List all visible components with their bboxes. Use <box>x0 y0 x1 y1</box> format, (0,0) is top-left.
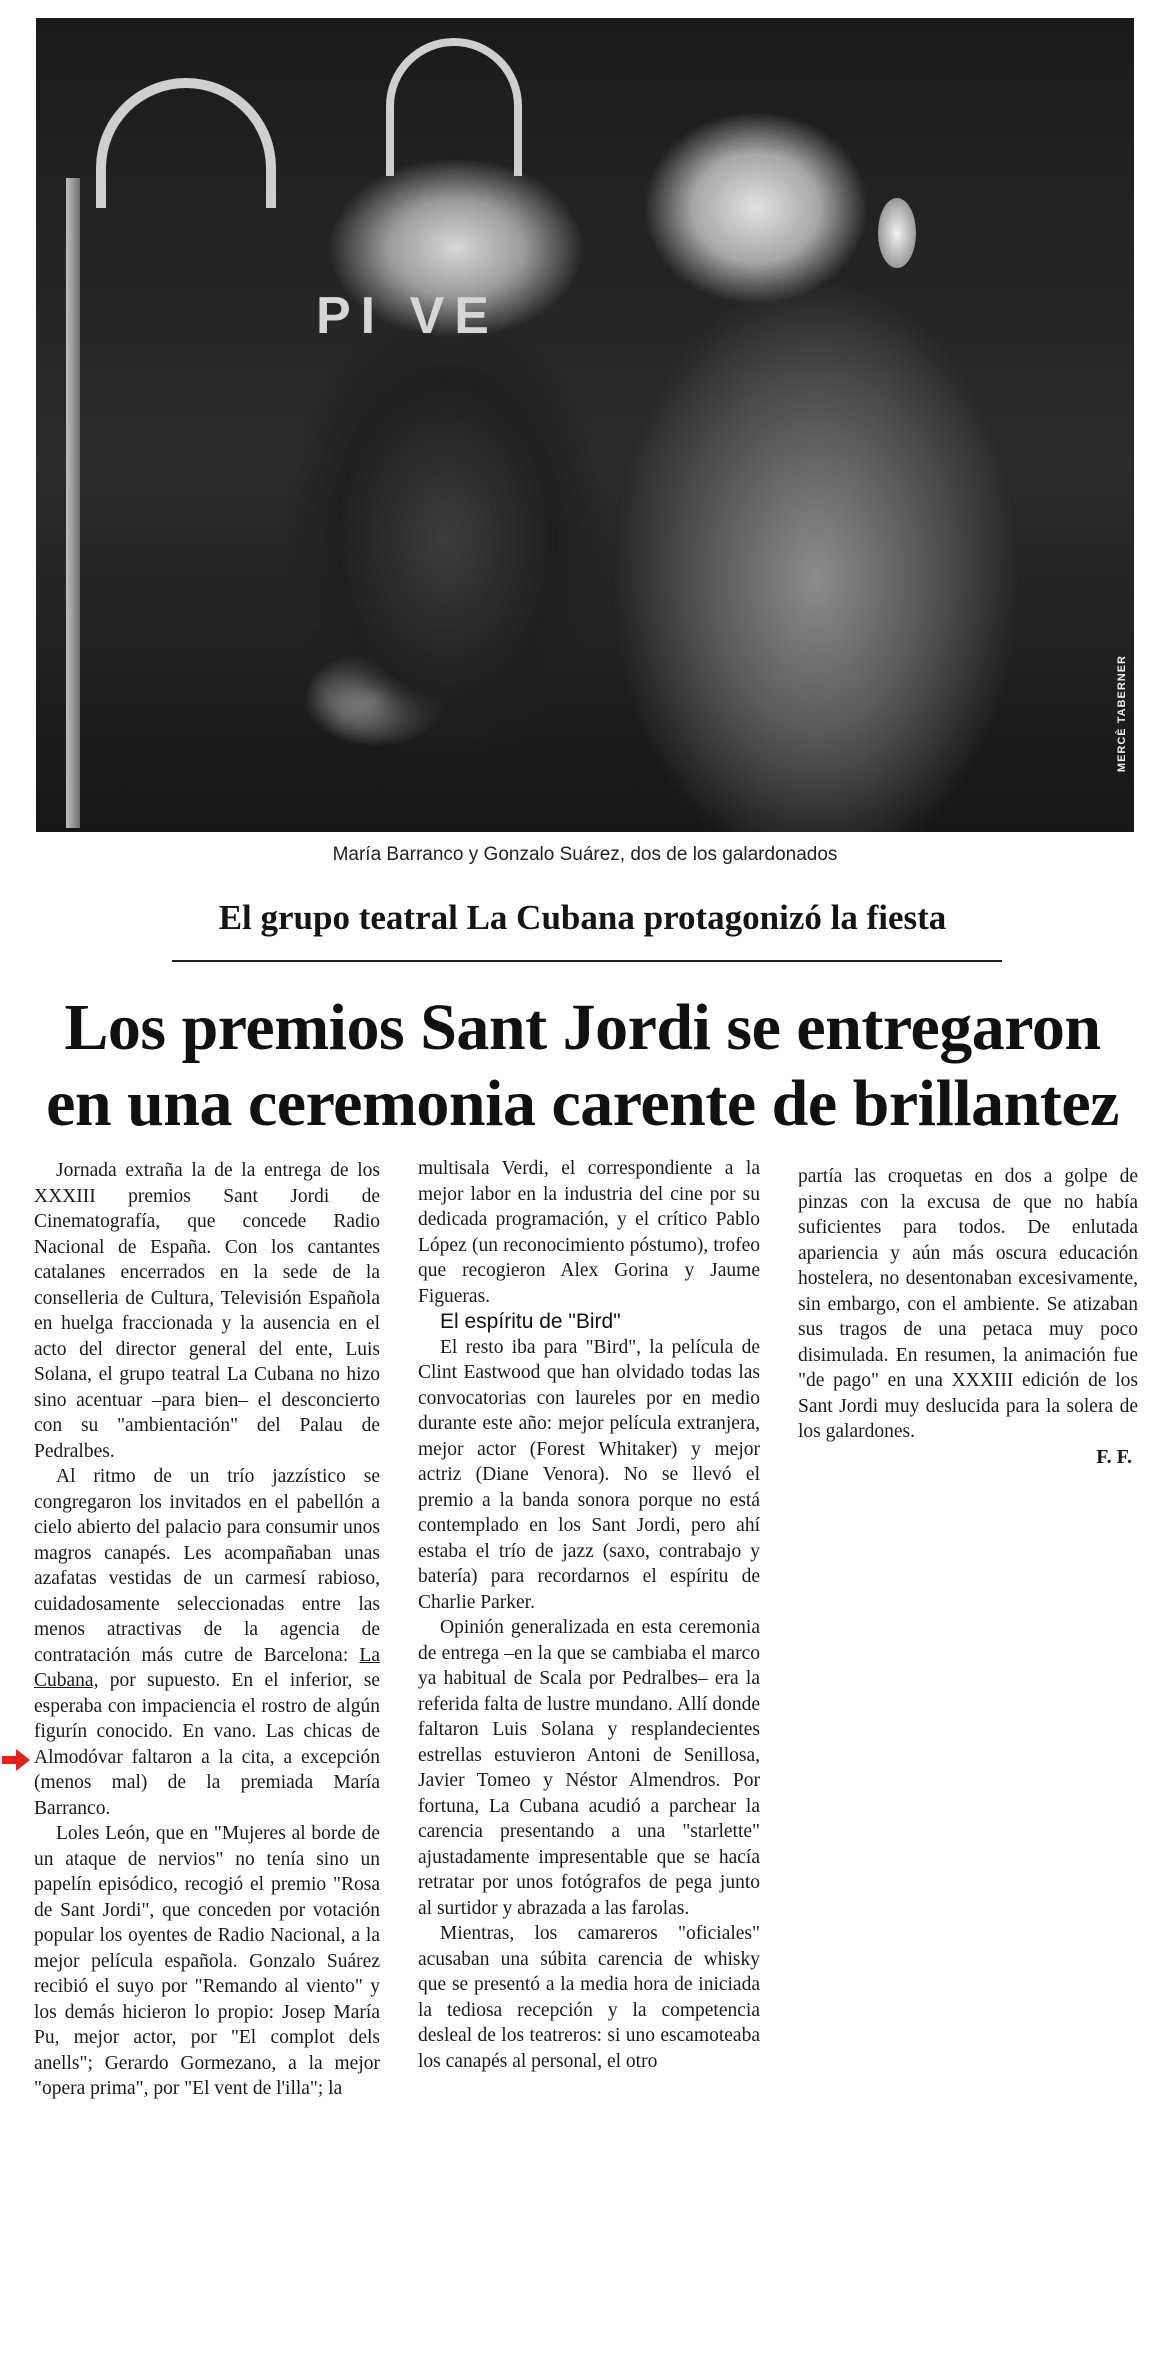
photo-arch-left <box>96 78 276 208</box>
paragraph: Loles León, que en "Mujeres al borde de un ataque de nervios" no tenía sino un papelín episódico, recogió el premio "Rosa de Sant Jordi", que conceden por votación popular los oyentes de Radio Nacional, a la mejor película española. Gonzalo Suárez recibió el suyo por "Remando al viento" y los demás hicieron lo propio: Josep María Pu, mejor actor, por "El complot dels anells"; Gerardo Gormezano, a la mejor "opera prima", por "El vent de l'illa"; la <box>34 1823 380 2099</box>
kicker-headline: El grupo teatral La Cubana protagonizó la fiesta <box>218 898 947 937</box>
paragraph: El resto iba para "Bird", la película de Clint Eastwood que han olvidado todas las convocatorias con laureles por en medio durante este año: mejor película extranjera, mejor actor (Forest Whitaker) y mejor actriz (Diane Venora). No se llevó el premio a la banda sonora porque no está contemplado en los Sant Jordi, pero ahí estaba el trío de jazz (saxo, contrabajo y batería) para recordarnos el espíritu de Charlie Parker. <box>418 1336 760 1613</box>
photo-arch-center <box>386 38 522 176</box>
author-signature: F. F. <box>1096 1445 1132 1468</box>
la-cubana-underlined: La Cubana, <box>34 1644 380 1691</box>
headline-line-1: Los premios Sant Jordi se entregaron <box>64 991 1101 1064</box>
paragraph: Jornada extraña la de la entrega de los XXXIII premios Sant Jordi de Cinematografía, que concede Radio Nacional de España. Con los cantantes catalanes encerrados en la sede de la conselleria de Cultura, Televisión Española en huelga fraccionada y la ausencia en el acto del director general del ente, Luis Solana, el grupo teatral La Cubana no hizo sino acentuar –para bien– el desconcierto con su "ambientación" del Palau de Pedralbes. <box>34 1160 380 1462</box>
paragraph: Mientras, los camareros "oficiales" acusaban una súbita carencia de whisky que se presentó a la media hora de iniciada la tediosa recepción y la competencia desleal de los teatreros: si uno escamoteaba los canapés al personal, el otro <box>418 1923 760 2072</box>
news-photograph <box>36 18 1134 832</box>
paragraph-text: por supuesto. En el inferior, se esperaba con impaciencia el rostro de algún figurín conocido. En vano. Las chicas de Almodóvar faltaron a la cita, a excepción (menos mal) de la premiada María Barranco. <box>34 1670 380 1819</box>
photo-background-sign: PI VE <box>316 287 499 345</box>
main-headline <box>0 990 1165 1142</box>
paragraph: Opinión generalizada en esta ceremonia de entrega –en la que se cambiaba el marco ya habitual de Scala por Pedralbes– era la referida falta de lustre mundano. Allí donde faltaron Luis Solana y resplandecientes estrellas estuvieron Antoni de Senillosa, Javier Tomeo y Néstor Almendros. Por fortuna, La Cubana acudió a parchear la carencia presentando a una "starlette" ajustadamente impresentable que se hacía retratar por unos fotógrafos de pega junto al surtidor y abrazada a las farolas. <box>418 1617 760 1919</box>
photo-caption: María Barranco y Gonzalo Suárez, dos de los galardonados <box>332 844 838 865</box>
article-column-1 <box>34 1158 380 2102</box>
photo-credit: MERCÈ TABERNER <box>1116 654 1128 772</box>
paragraph-text: Al ritmo de un trío jazzístico se congregaron los invitados en el pabellón a cielo abierto del palacio para consumir unos magros canapés. Les acompañaban unas azafatas vestidas de un carmesí rabioso, cuidadosamente seleccionadas entre las menos atractivas de la agencia de contratación más cutre de Barcelona: <box>34 1466 380 1666</box>
article-column-3 <box>798 1164 1138 1470</box>
article-column-2 <box>418 1156 760 2074</box>
paragraph: partía las croquetas en dos a golpe de pinzas con la excusa de que no había suficientes para todos. De enlutada apariencia y aún más oscura educación hostelera, no desentonaban excesivamente, sin embargo, con el ambiente. Se atizaban sus tragos de una petaca muy poco disimulada. En resumen, la animación fue "de pago" en una XXXIII edición de los Sant Jordi muy deslucida para la solera de los galardones. <box>798 1166 1138 1442</box>
section-subhead: El espíritu de "Bird" <box>440 1310 621 1333</box>
photo-lamp <box>878 198 916 268</box>
kicker-rule <box>172 960 1002 962</box>
red-arrow-icon <box>2 1749 30 1771</box>
paragraph <box>34 1464 380 1821</box>
headline-line-2: en una ceremonia carente de brillantez <box>46 1067 1119 1140</box>
paragraph: multisala Verdi, el correspondiente a la mejor labor en la industria del cine por su dedicada programación, y el crítico Pablo López (un reconocimiento póstumo), trofeo que recogieron Alex Gorina y Jaume Figueras. <box>418 1158 760 1307</box>
photo-pillar <box>66 178 80 828</box>
